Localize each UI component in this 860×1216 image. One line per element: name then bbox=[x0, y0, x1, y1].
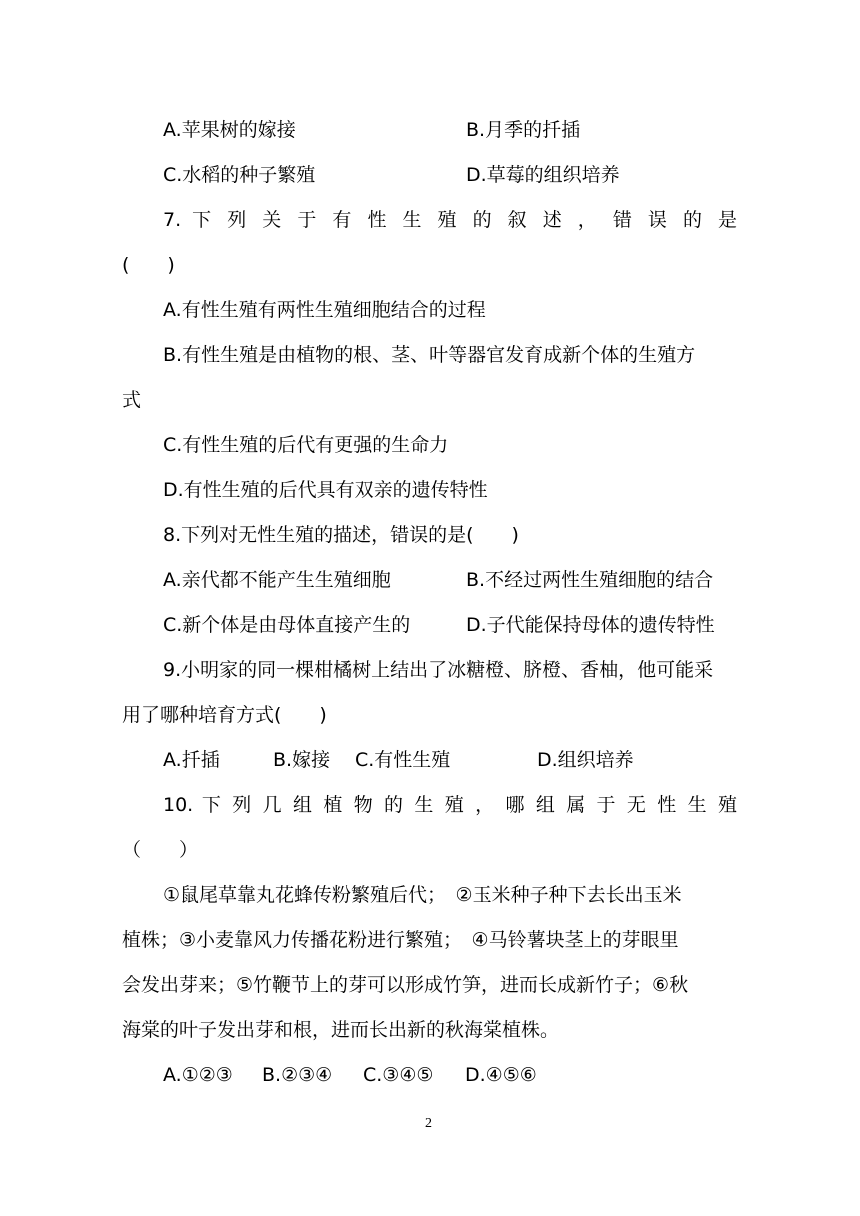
q7-option-a: A.有性生殖有两性生殖细胞结合的过程 bbox=[163, 299, 486, 321]
q6-option-d: D.草莓的组织培养 bbox=[466, 164, 620, 186]
q10-answer-paren: （ ） bbox=[122, 839, 199, 861]
q10-items-line3: 会发出芽来；⑤竹鞭节上的芽可以形成竹笋，进而长成新竹子；⑥秋 bbox=[122, 974, 689, 996]
q8-option-b: B.不经过两性生殖细胞的结合 bbox=[466, 569, 714, 591]
q6-option-b: B.月季的扦插 bbox=[466, 119, 581, 141]
q7-option-b-line1: B.有性生殖是由植物的根、茎、叶等器官发育成新个体的生殖方 bbox=[163, 344, 696, 366]
q9-option-a: A.扦插 bbox=[163, 749, 220, 771]
q10-option-b: B.②③④ bbox=[262, 1064, 333, 1086]
q8-option-a: A.亲代都不能产生生殖细胞 bbox=[163, 569, 391, 591]
q10-option-c: C.③④⑤ bbox=[363, 1064, 434, 1086]
q10-option-a: A.①②③ bbox=[163, 1064, 233, 1086]
q6-option-a: A.苹果树的嫁接 bbox=[163, 119, 296, 141]
q10-items-line2: 植株；③小麦靠风力传播花粉进行繁殖； ④马铃薯块茎上的芽眼里 bbox=[122, 929, 679, 951]
q9-option-b: B.嫁接 bbox=[273, 749, 331, 771]
q10-items-line1: ①鼠尾草靠丸花蜂传粉繁殖后代； ②玉米种子种下去长出玉米 bbox=[163, 884, 682, 906]
q7-stem: 7. 下 列 关 于 有 性 生 殖 的 叙 述 ， 错 误 的 是 bbox=[163, 209, 737, 231]
q9-option-d: D.组织培养 bbox=[537, 749, 634, 771]
q8-stem: 8.下列对无性生殖的描述，错误的是( ) bbox=[163, 524, 519, 546]
q9-option-c: C.有性生殖 bbox=[355, 749, 451, 771]
q7-option-c: C.有性生殖的后代有更强的生命力 bbox=[163, 434, 449, 456]
q7-answer-paren: ( ) bbox=[122, 254, 175, 276]
page-number: 2 bbox=[425, 1116, 432, 1131]
q8-option-d: D.子代能保持母体的遗传特性 bbox=[466, 614, 715, 636]
q7-option-b-line2: 式 bbox=[122, 389, 142, 411]
q9-stem-line2: 用了哪种培育方式( ) bbox=[122, 704, 327, 726]
q8-option-c: C.新个体是由母体直接产生的 bbox=[163, 614, 411, 636]
q10-stem: 10. 下 列 几 组 植 物 的 生 殖 ， 哪 组 属 于 无 性 生 殖 bbox=[163, 794, 737, 816]
q9-stem-line1: 9.小明家的同一棵柑橘树上结出了冰糖橙、脐橙、香柚，他可能采 bbox=[163, 659, 714, 681]
q10-items-line4: 海棠的叶子发出芽和根，进而长出新的秋海棠植株。 bbox=[122, 1019, 560, 1041]
q6-option-c: C.水稻的种子繁殖 bbox=[163, 164, 316, 186]
q7-option-d: D.有性生殖的后代具有双亲的遗传特性 bbox=[163, 479, 488, 501]
q10-option-d: D.④⑤⑥ bbox=[465, 1064, 537, 1086]
